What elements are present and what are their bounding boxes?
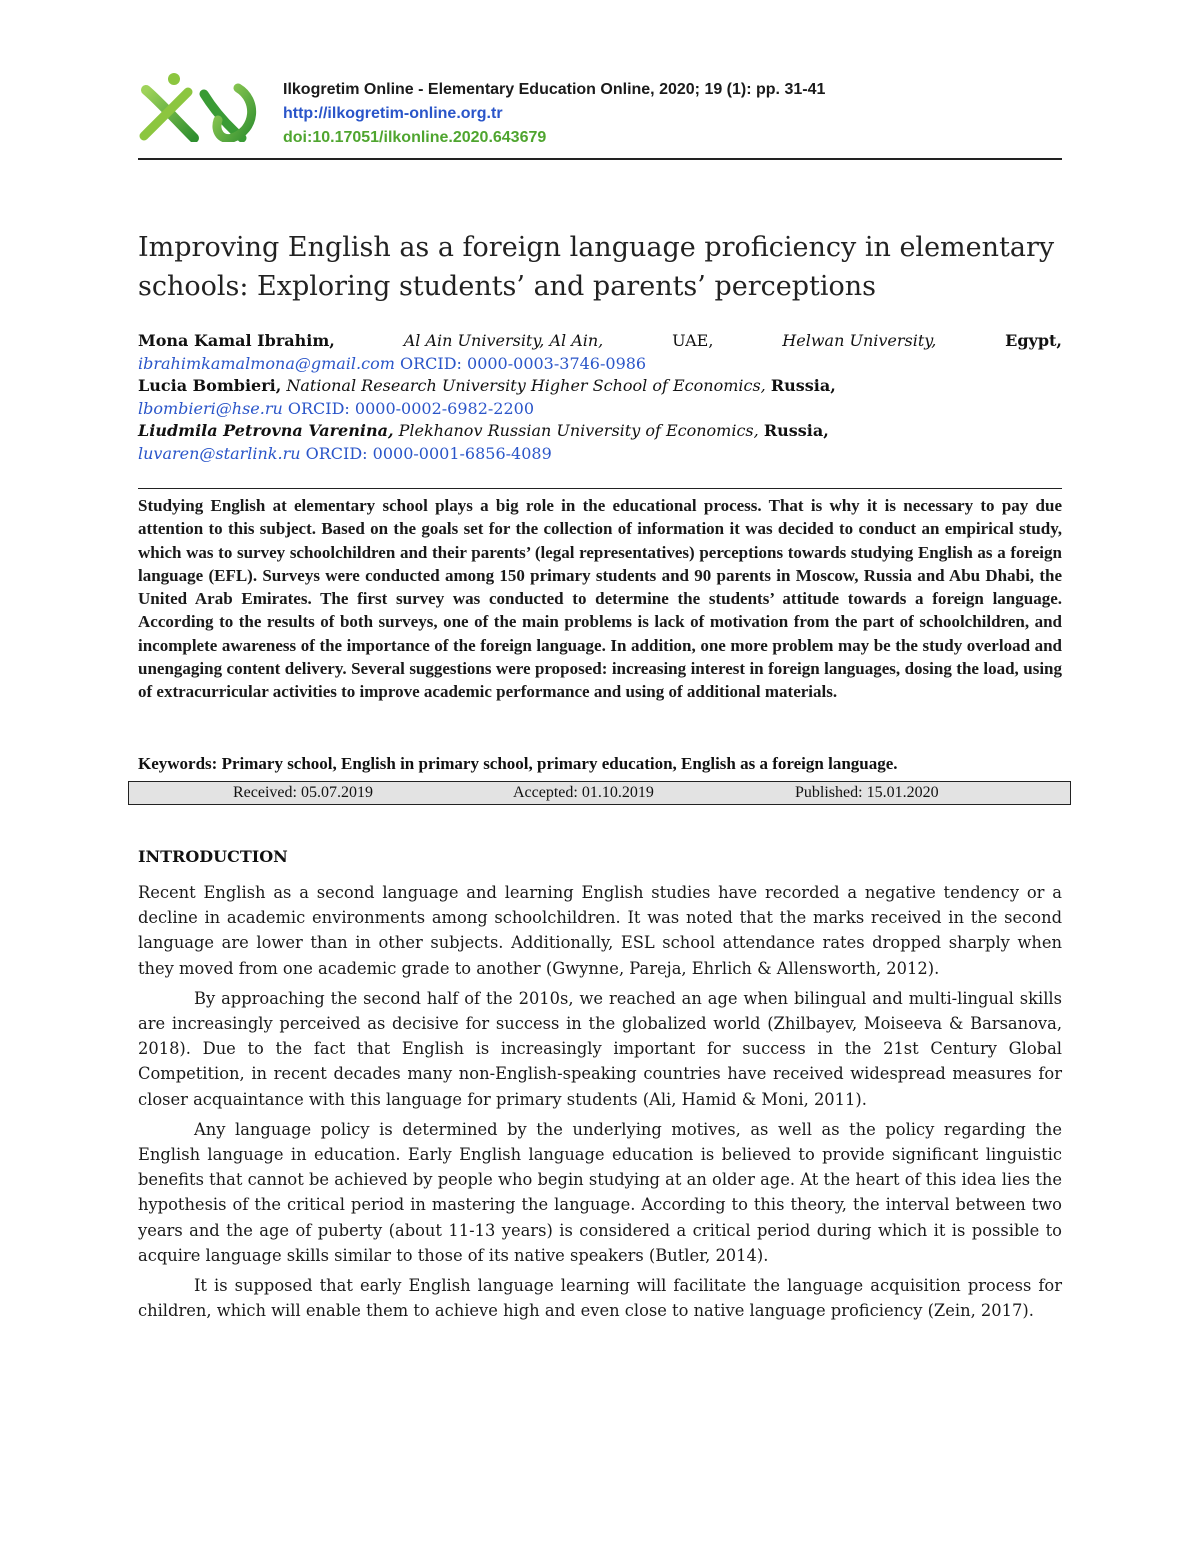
author-list bbox=[138, 330, 1062, 465]
keywords-label: Keywords: bbox=[138, 754, 218, 773]
keywords bbox=[138, 752, 1062, 776]
abstract-divider bbox=[138, 488, 1062, 489]
author-2-name: Lucia Bombieri, bbox=[138, 376, 282, 395]
author-2-orcid[interactable]: ORCID: 0000-0002-6982-2200 bbox=[287, 398, 534, 418]
author-1-email[interactable]: ibrahimkamalmona@gmail.com bbox=[138, 353, 395, 373]
author-2-affiliation: National Research University Higher School of Economics, bbox=[286, 376, 766, 395]
abstract-text: Studying English at elementary school plays a big role in the educational process. That is why it is necessary to pay due attention to this subject. Based on the goals set for the collection of information it was decided to conduct an empirical study, which was to survey schoolchildren and their parents’ (legal representatives) perceptions towards studying English as a foreign language (EFL). Surveys were conducted among 150 primary students and 90 parents in Moscow, Russia and Abu Dhabi, the United Arab Emirates. The first survey was conducted to determine the students’ attitude towards a foreign language. According to the results of both surveys, one of the main problems is lack of motivation from the part of schoolchildren, and incomplete awareness of the importance of the foreign language. In addition, one more problem may be the study overload and unengaging content delivery. Several suggestions were proposed: increasing interest in foreign languages, dosing the load, using of extracurricular activities to improve academic performance and using of additional materials. bbox=[138, 496, 1062, 702]
paragraph: Recent English as a second language and learning English studies have recorded a negative tendency or a decline in academic environments among schoolchildren. It was noted that the marks received in the second language are lower than in other subjects. Additionally, ESL school attendance rates dropped sharply when they moved from one academic grade to another (Gwynne, Pareja, Ehrlich & Allensworth, 2012). bbox=[138, 883, 1062, 978]
published-date: Published: 15.01.2020 bbox=[795, 784, 939, 801]
author-2-contact bbox=[138, 398, 1062, 421]
author-1-country-1: UAE, bbox=[672, 331, 714, 350]
author-3-contact bbox=[138, 443, 1062, 466]
author-2-email[interactable]: lbombieri@hse.ru bbox=[138, 398, 283, 418]
author-1-affiliation-2: Helwan University, bbox=[782, 331, 937, 350]
author-3-name: Liudmila Petrovna Varenina, bbox=[138, 421, 394, 440]
author-3-affiliation: Plekhanov Russian University of Economics, bbox=[398, 421, 759, 440]
author-2-line bbox=[138, 375, 1062, 398]
author-3-orcid[interactable]: ORCID: 0000-0001-6856-4089 bbox=[305, 443, 552, 463]
author-3-email[interactable]: luvaren@starlink.ru bbox=[138, 443, 301, 463]
dates-box bbox=[128, 781, 1071, 805]
paragraph: By approaching the second half of the 2010s, we reached an age when bilingual and multi-lingual skills are increasingly perceived as decisive for success in the globalized world (Zhilbayev, Moiseeva & Barsanova, 2018). Due to the fact that English is increasingly important for success in the 21st Century Global Competition, in recent decades many non-English-speaking countries have received widespread measures for closer acquaintance with this language for primary students (Ali, Hamid & Moni, 2011). bbox=[138, 988, 1062, 1109]
author-1-orcid[interactable]: ORCID: 0000-0003-3746-0986 bbox=[399, 353, 647, 373]
journal-url-link[interactable]: http://ilkogretim-online.org.tr bbox=[283, 105, 503, 122]
keywords-text: Primary school, English in primary school, primary education, English as a foreign language. bbox=[221, 754, 898, 773]
author-1-country-2: Egypt, bbox=[1005, 331, 1062, 350]
author-3-line bbox=[138, 420, 1062, 443]
journal-logo bbox=[138, 70, 260, 142]
journal-header bbox=[283, 78, 825, 150]
paper-title: Improving English as a foreign language proficiency in elementary schools: Exploring students’ and parents’ perceptions bbox=[138, 232, 1055, 302]
received-date: Received: 05.07.2019 bbox=[233, 784, 373, 801]
author-2-country: Russia, bbox=[770, 376, 836, 395]
logo-dot bbox=[168, 73, 180, 85]
paragraph: Any language policy is determined by the underlying motives, as well as the policy regarding the English language in education. Early English language education is believed to provide significant linguistic benefits that cannot be achieved by people who begin studying at an older age. At the heart of this idea lies the hypothesis of the critical period in mastering the language. According to this theory, the interval between two years and the age of puberty (about 11-13 years) is considered a critical period during which it is possible to acquire language skills similar to those of its native speakers (Butler, 2014). bbox=[138, 1119, 1062, 1265]
journal-citation: Ilkogretim Online - Elementary Education Online, 2020; 19 (1): pp. 31-41 bbox=[283, 81, 826, 98]
accepted-date: Accepted: 01.10.2019 bbox=[513, 784, 654, 801]
section-heading-introduction: INTRODUCTION bbox=[138, 847, 288, 866]
journal-doi-link[interactable]: doi:10.17051/ilkonline.2020.643679 bbox=[283, 129, 547, 146]
author-1-contact bbox=[138, 353, 1062, 376]
author-3-country: Russia, bbox=[763, 421, 829, 440]
introduction-body bbox=[138, 880, 1062, 1328]
header-divider bbox=[138, 158, 1062, 160]
author-1-name: Mona Kamal Ibrahim, bbox=[138, 331, 335, 350]
author-1-line bbox=[138, 330, 1062, 353]
author-1-affiliation-1: Al Ain University, Al Ain, bbox=[403, 331, 604, 350]
paragraph: It is supposed that early English language learning will facilitate the language acquisition process for children, which will enable them to achieve high and even close to native language proficiency (Zein, 2017). bbox=[138, 1276, 1062, 1321]
